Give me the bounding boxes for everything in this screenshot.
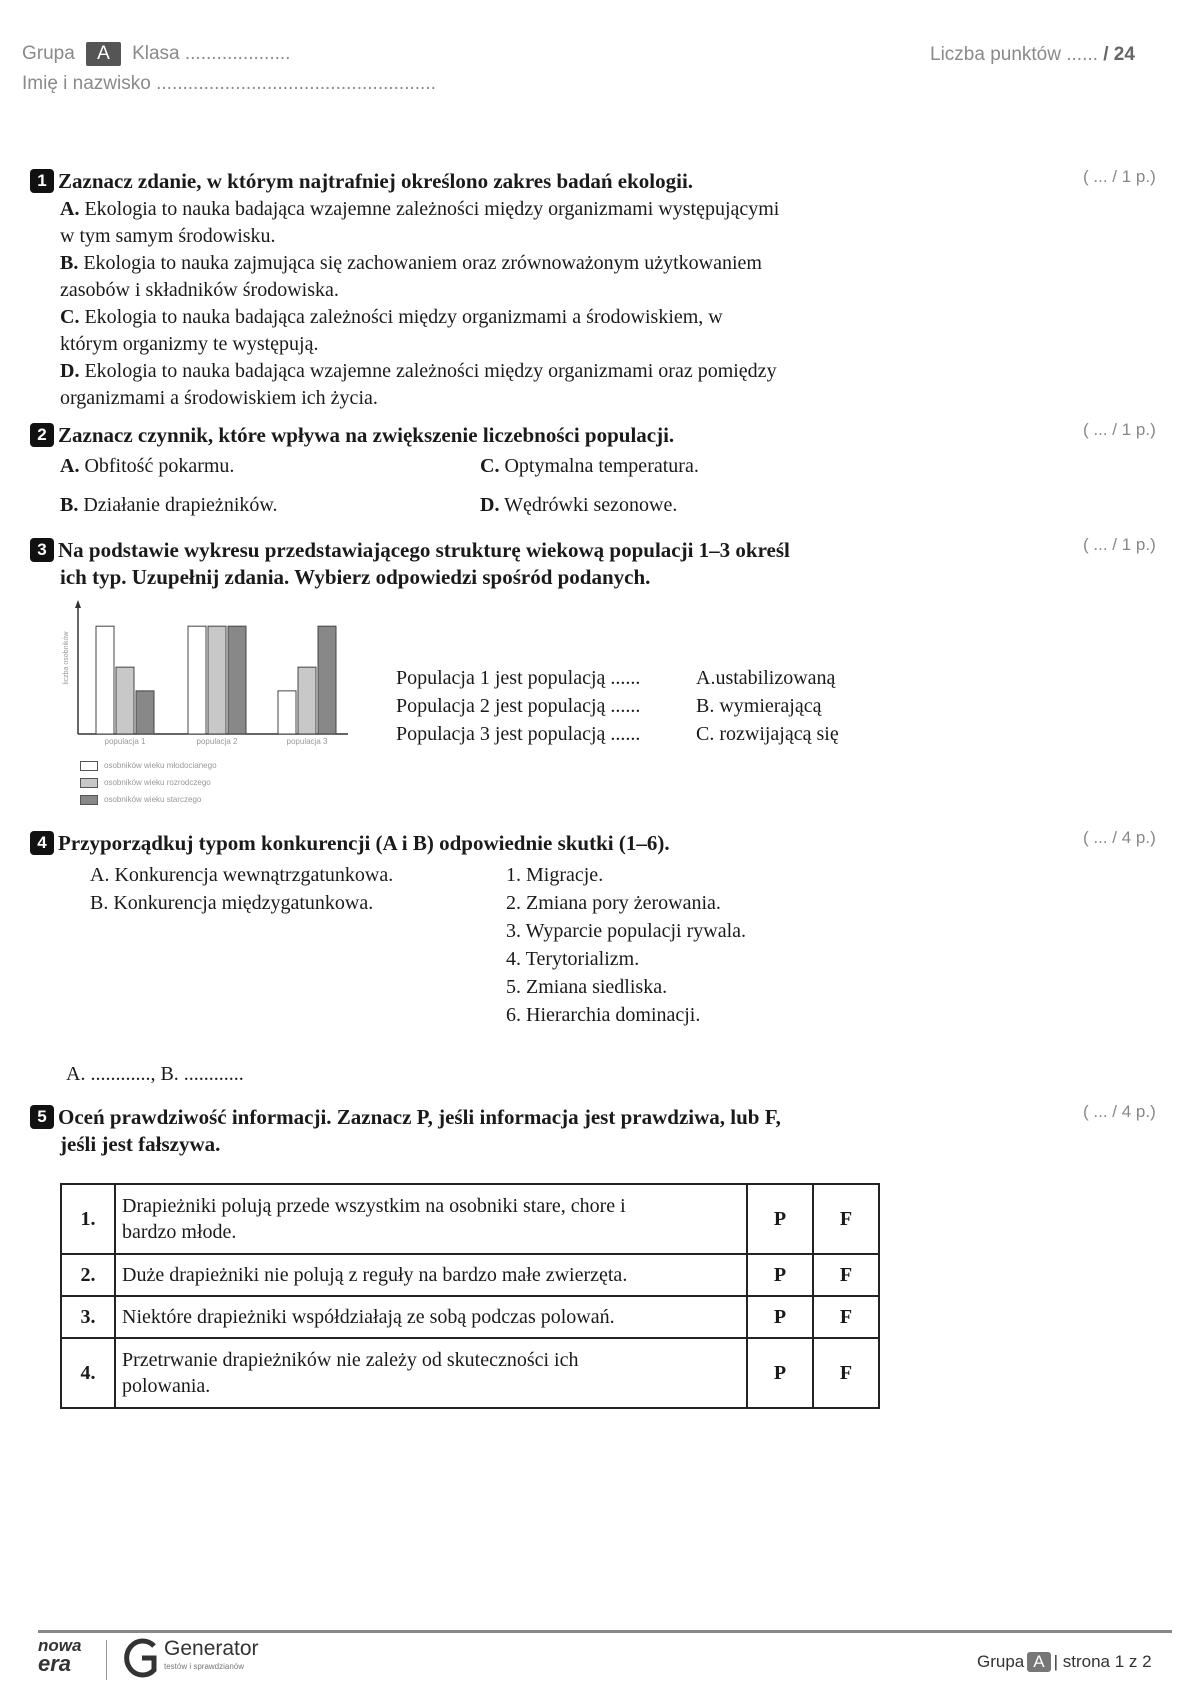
q2-number-badge: 2 [30, 423, 54, 447]
legend-label: osobników wieku rozrodczego [104, 778, 211, 787]
q3-sentence-3: Populacja 3 jest populacją ...... [396, 723, 641, 745]
q5-points: ( ... / 4 p.) [1083, 1102, 1156, 1121]
score-label: Liczba punktów ...... [930, 44, 1098, 65]
true-option[interactable]: P [747, 1296, 813, 1338]
chart-bar [96, 626, 114, 734]
footer-divider [38, 1630, 1172, 1633]
true-false-table [60, 1183, 880, 1409]
name-label: Imię i nazwisko [22, 73, 151, 94]
table-row [61, 1338, 879, 1408]
q2-option-a[interactable]: A. Obfitość pokarmu. [60, 455, 235, 477]
footer-group-badge: A [1027, 1652, 1050, 1672]
false-option[interactable]: F [813, 1296, 879, 1338]
q1-title: Zaznacz zdanie, w którym najtrafniej określono zakres badań ekologii. [58, 169, 694, 193]
table-row [61, 1296, 879, 1338]
name-line [22, 73, 436, 95]
q5-title-line1: Oceń prawdziwość informacji. Zaznacz P, jeśli informacja jest prawdziwa, lub F, [58, 1105, 781, 1129]
q1-option-c[interactable]: C. Ekologia to nauka badająca zależności między organizmami a środowiskiem, w którym organizmy te występują. [60, 306, 723, 355]
name-dots: ..................................................... [156, 73, 436, 94]
false-option[interactable]: F [813, 1254, 879, 1296]
q3-sentences [396, 664, 640, 748]
q4-effect-2: 2. Zmiana pory żerowania. [506, 892, 721, 914]
q4-effect-3: 3. Wyparcie populacji rywala. [506, 920, 746, 942]
q4-effect-1: 1. Migracje. [506, 864, 604, 886]
q1-option-b[interactable]: B. Ekologia to nauka zajmująca się zachowaniem oraz zrównoważonym użytkowaniem zasobów i składników środowiska. [60, 252, 762, 301]
generator-title: Generator [164, 1637, 259, 1660]
row-number: 3. [61, 1296, 115, 1338]
chart-bar [228, 626, 246, 734]
true-option[interactable]: P [747, 1338, 813, 1408]
score-total: / 24 [1103, 44, 1135, 65]
q5-title-row [30, 1103, 781, 1131]
page-info [977, 1652, 1152, 1672]
chart-bar [188, 626, 206, 734]
row-number: 4. [61, 1338, 115, 1408]
chart-legend [80, 757, 217, 808]
q4-answer-line[interactable]: A. ............, B. ............ [66, 1063, 244, 1085]
q4-number-badge: 4 [30, 831, 54, 855]
logo-bottom-word: era [38, 1651, 72, 1676]
true-option[interactable]: P [747, 1184, 813, 1254]
q4-effect-6: 6. Hierarchia dominacji. [506, 1004, 701, 1026]
q4-type-a: A. Konkurencja wewnątrzgatunkowa. [90, 864, 394, 886]
q2-option-d[interactable]: D. Wędrówki sezonowe. [480, 494, 678, 516]
q1-title-row [30, 167, 693, 195]
row-statement: Duże drapieżniki nie polują z reguły na bardzo małe zwierzęta. [115, 1254, 747, 1296]
q4-types [90, 861, 393, 917]
chart-bar [318, 626, 336, 734]
legend-item [80, 774, 217, 791]
x-tick-label: populacja 1 [104, 737, 146, 746]
y-axis-label: liczba osobników [63, 631, 70, 685]
q3-sentence-1: Populacja 1 jest populacją ...... [396, 667, 641, 689]
q3-answer-a[interactable]: A.ustabilizowaną [696, 667, 836, 689]
legend-item [80, 757, 217, 774]
row-statement: Niektóre drapieżniki współdziałają ze sobą podczas polowań. [115, 1296, 747, 1338]
generator-logo [120, 1636, 259, 1680]
q1-number-badge: 1 [30, 169, 54, 193]
table-row [61, 1184, 879, 1254]
group-badge: A [86, 42, 121, 66]
class-dots: .................... [184, 43, 291, 64]
q1-options [60, 196, 920, 412]
q4-title-row [30, 829, 670, 857]
q3-points: ( ... / 1 p.) [1083, 535, 1156, 554]
row-statement: Drapieżniki polują przede wszystkim na osobniki stare, chore i bardzo młode. [115, 1184, 747, 1254]
group-label: Grupa [22, 43, 75, 64]
row-number: 2. [61, 1254, 115, 1296]
q2-points: ( ... / 1 p.) [1083, 420, 1156, 439]
q3-answer-c[interactable]: C. rozwijającą się [696, 723, 839, 745]
class-label: Klasa [132, 43, 180, 64]
legend-label: osobników wieku młodocianego [104, 761, 217, 770]
q3-title-row [30, 536, 790, 564]
q4-points: ( ... / 4 p.) [1083, 828, 1156, 847]
row-number: 1. [61, 1184, 115, 1254]
q2-option-b[interactable]: B. Działanie drapieżników. [60, 494, 278, 516]
nowa-era-logo [38, 1636, 98, 1676]
q3-number-badge: 3 [30, 538, 54, 562]
q1-points: ( ... / 1 p.) [1083, 167, 1156, 186]
page-number: | strona 1 z 2 [1053, 1652, 1152, 1671]
chart-bar [136, 691, 154, 734]
q3-title-line2: ich typ. Uzupełnij zdania. Wybierz odpowiedzi spośród podanych. [60, 565, 651, 589]
q1-option-a[interactable]: A. Ekologia to nauka badająca wzajemne zależności między organizmami występującymi w tym samym środowisku. [60, 198, 780, 247]
q4-effect-5: 5. Zmiana siedliska. [506, 976, 668, 998]
legend-label: osobników wieku starczego [104, 795, 202, 804]
q4-type-b: B. Konkurencja międzygatunkowa. [90, 892, 374, 914]
q4-effects [506, 861, 746, 1029]
q3-sentence-2: Populacja 2 jest populacją ...... [396, 695, 641, 717]
generator-g-icon [120, 1636, 160, 1680]
age-structure-chart [62, 598, 352, 748]
logo-top-word: nowa [38, 1636, 82, 1655]
legend-swatch [80, 795, 98, 805]
q3-answer-b[interactable]: B. wymierającą [696, 695, 822, 717]
q5-number-badge: 5 [30, 1105, 54, 1129]
q4-title: Przyporządkuj typom konkurencji (A i B) odpowiednie skutki (1–6). [58, 831, 670, 855]
chart-bar [116, 667, 134, 734]
logo-separator [106, 1640, 107, 1680]
legend-item [80, 791, 217, 808]
chart-bar [208, 626, 226, 734]
q5-title-line2: jeśli jest fałszywa. [60, 1132, 221, 1156]
q1-option-d[interactable]: D. Ekologia to nauka badająca wzajemne zależności między organizmami oraz pomiędzy organizmami a środowiskiem ich życia. [60, 360, 777, 409]
footer-group-label: Grupa [977, 1652, 1025, 1671]
generator-subtitle: testów i sprawdzianów [164, 1662, 245, 1671]
group-line [22, 42, 290, 66]
score-line [930, 44, 1135, 66]
q4-effect-4: 4. Terytorializm. [506, 948, 640, 970]
x-tick-label: populacja 2 [196, 737, 238, 746]
false-option[interactable]: F [813, 1184, 879, 1254]
true-option[interactable]: P [747, 1254, 813, 1296]
chart-bar [298, 667, 316, 734]
row-statement: Przetrwanie drapieżników nie zależy od skuteczności ich polowania. [115, 1338, 747, 1408]
legend-swatch [80, 778, 98, 788]
q2-option-c[interactable]: C. Optymalna temperatura. [480, 455, 699, 477]
y-axis-arrow [75, 600, 81, 608]
x-tick-label: populacja 3 [286, 737, 328, 746]
q2-title: Zaznacz czynnik, które wpływa na zwiększenie liczebności populacji. [58, 423, 675, 447]
chart-bar [278, 691, 296, 734]
table-row [61, 1254, 879, 1296]
q3-title-line1: Na podstawie wykresu przedstawiającego strukturę wiekową populacji 1–3 określ [58, 538, 790, 562]
q3-answers [696, 664, 839, 748]
legend-swatch [80, 761, 98, 771]
false-option[interactable]: F [813, 1338, 879, 1408]
q2-title-row [30, 421, 674, 449]
